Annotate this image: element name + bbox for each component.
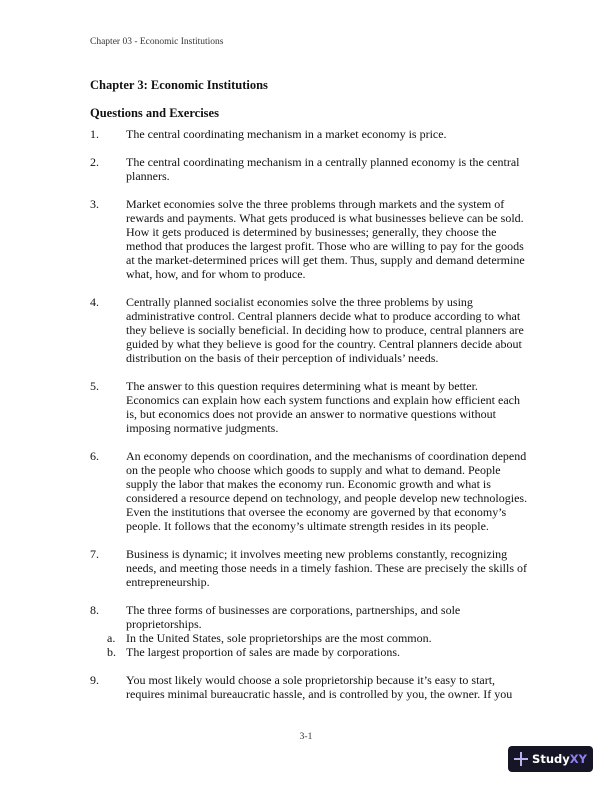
sub-item-letter: a. (107, 631, 116, 645)
item-text: The central coordinating mechanism in a centrally planned economy is the central planners. (126, 155, 520, 183)
list-item (90, 197, 530, 281)
studyxy-badge[interactable] (508, 746, 593, 772)
item-number: 8. (90, 603, 99, 617)
sub-item (90, 645, 530, 659)
badge-label (532, 752, 587, 766)
section-heading: Questions and Exercises (90, 106, 219, 120)
chapter-title: Chapter 3: Economic Institutions (90, 78, 268, 92)
item-number: 2. (90, 155, 99, 169)
item-number: 5. (90, 379, 99, 393)
item-text: Centrally planned socialist economies solve the three problems by using administrative control. Central planners decide what to produce according to what they believe is socially beneficial. In deciding how to produce, central planners are guided by what they believe is good for the country. Central planners decide about distribution on the basis of their perception of individuals’ needs. (126, 295, 524, 365)
running-head: Chapter 03 - Economic Institutions (90, 37, 224, 47)
list-item (90, 295, 530, 365)
item-number: 1. (90, 127, 99, 141)
sub-list (90, 631, 530, 659)
item-text: Business is dynamic; it involves meeting new problems constantly, recognizing needs, and meeting those needs in a timely fashion. These are precisely the skills of entrepreneurship. (126, 547, 527, 589)
sub-item (90, 631, 530, 645)
item-number: 6. (90, 449, 99, 463)
list-item (90, 127, 530, 141)
list-item (90, 673, 530, 701)
list-item (90, 449, 530, 533)
sub-item-text: The largest proportion of sales are made by corporations. (126, 645, 401, 659)
item-text: You most likely would choose a sole proprietorship because it’s easy to start, requires minimal bureaucratic hassle, and is controlled by you, the owner. If you (126, 673, 513, 701)
item-text: Market economies solve the three problems through markets and the system of rewards and payments. What gets produced is what businesses believe can be sold. How it gets produced is determined by businesses; generally, they choose the method that produces the largest profit. Those who are willing to pay for the goods at the market-determined prices will get them. Thus, supply and demand determine what, how, and for whom to produce. (126, 197, 525, 281)
item-text: An economy depends on coordination, and the mechanisms of coordination depend on the people who choose which goods to supply and what to demand. People supply the labor that makes the economy run. Economic growth and what is considered a resource depend on technology, and people develop new technologies. Even the institutions that oversee the economy are governed by that economy’s people. It follows that the economy’s ultimate strength resides in its people. (126, 449, 528, 533)
item-number: 4. (90, 295, 99, 309)
badge-label-accent: XY (569, 752, 587, 766)
item-number: 9. (90, 673, 99, 687)
list-item (90, 603, 530, 631)
list-item (90, 379, 530, 435)
item-text: The three forms of businesses are corporations, partnerships, and sole proprietorships. (126, 603, 461, 631)
item-text: The central coordinating mechanism in a market economy is price. (126, 127, 447, 141)
item-number: 7. (90, 547, 99, 561)
badge-label-main: Study (532, 752, 570, 766)
plus-icon (514, 752, 528, 766)
answer-list (90, 127, 530, 715)
sub-item-text: In the United States, sole proprietorships are the most common. (126, 631, 432, 645)
item-number: 3. (90, 197, 99, 211)
page-number: 3-1 (299, 732, 313, 742)
item-text: The answer to this question requires determining what is meant by better. Economics can explain how each system functions and explain how efficient each is, but economics does not provide an answer to normative questions without imposing normative judgments. (126, 379, 520, 435)
sub-item-letter: b. (107, 645, 116, 659)
list-item (90, 547, 530, 589)
list-item (90, 155, 530, 183)
